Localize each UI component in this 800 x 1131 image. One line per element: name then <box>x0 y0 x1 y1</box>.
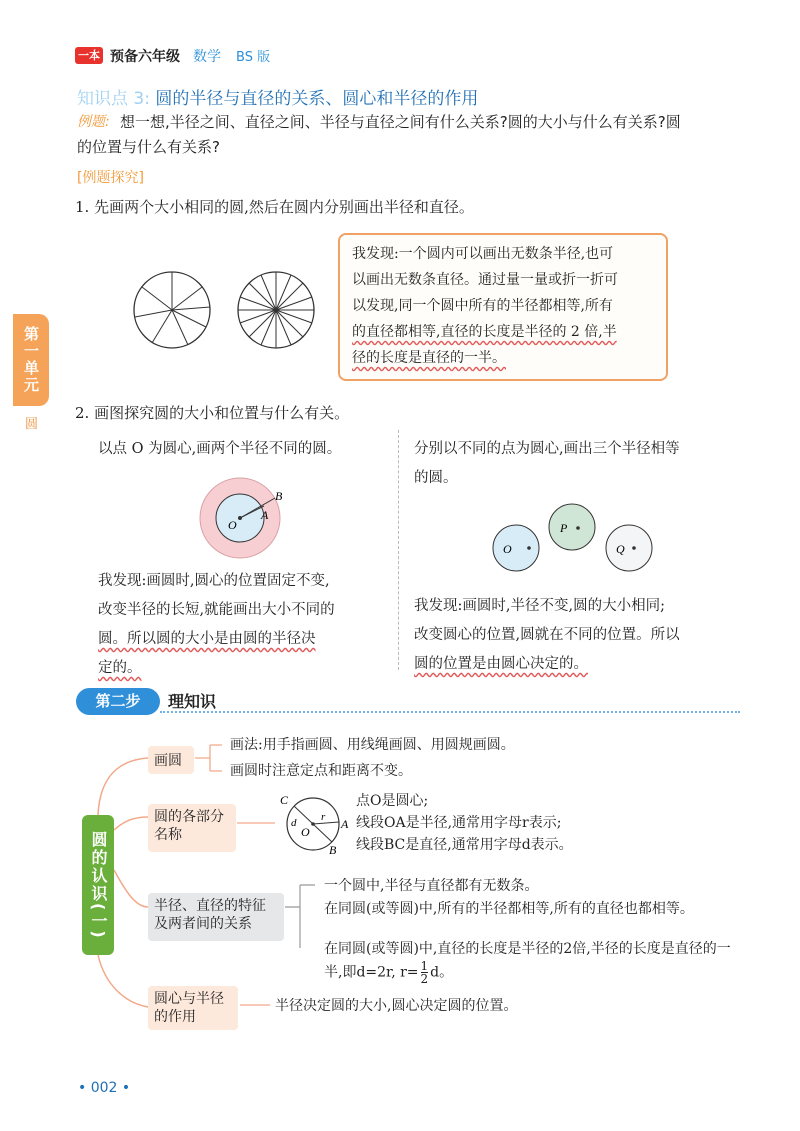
step2-right-findings <box>414 592 754 679</box>
step2-left-intro: 以点 O 为圆心,画两个半径不同的圆。 <box>98 441 342 457</box>
label-a: A <box>261 508 269 522</box>
knowledge-point-marker: 知识点 3: <box>77 89 150 109</box>
two-circles-figure <box>130 265 320 355</box>
header-subject: 数学 <box>193 49 221 65</box>
callout-line: 径的长度是直径的一半。 <box>352 350 506 366</box>
features-item2: 在同圆(或等圆)中,所有的半径都相等,所有的直径也都相等。 <box>324 901 694 917</box>
unit-topic-label: 圆 <box>25 417 39 432</box>
step1-finding-callout <box>338 233 668 381</box>
label-r: r <box>321 811 326 823</box>
callout-line: 我发现:一个圆内可以画出无数条半径,也可 <box>352 246 614 262</box>
circle-parts-diagram <box>277 792 355 857</box>
callout-line: 以发现,同一个圆中所有的半径都相等,所有 <box>352 298 613 314</box>
parts-center-text: 点O是圆心; <box>356 793 429 809</box>
step1-instruction: 1. 先画两个大小相同的圆,然后在圆内分别画出半径和直径。 <box>75 198 474 216</box>
features-item3-main: 在同圆(或等圆)中,直径的长度是半径的2倍,半径的长度是直径的一半,即d=2r, r= <box>324 941 731 981</box>
label-o2: O <box>503 542 512 556</box>
circle-diameters-figure <box>238 272 314 348</box>
left-finding-line: 改变半径的长短,就能画出大小不同的 <box>98 602 335 618</box>
right-intro-line: 分别以不同的点为圆心,画出三个半径相等 <box>414 441 680 457</box>
label-d: d <box>291 817 297 829</box>
three-equal-circles-figure <box>488 500 663 580</box>
features-item1: 一个圆中,半径与直径都有无数条。 <box>324 878 539 894</box>
mindmap-root: 圆的认识(一) <box>82 815 114 955</box>
knowledge-point-text: 圆的半径与直径的关系、圆心和半径的作用 <box>155 89 479 109</box>
page-number: • 002 • <box>78 1080 131 1096</box>
step2-instruction: 2. 画图探究圆的大小和位置与什么有关。 <box>75 404 350 422</box>
step2-right-intro <box>414 435 744 493</box>
header-edition: BS 版 <box>236 50 271 65</box>
mindmap-branch-features: 半径、直径的特征及两者间的关系 <box>148 893 284 941</box>
features-item3-tail: d。 <box>430 964 454 981</box>
features-item3 <box>324 938 738 985</box>
right-intro-line: 的圆。 <box>414 470 458 486</box>
draw-note-text: 画圆时注意定点和距离不变。 <box>230 763 412 779</box>
label-o: O <box>228 518 237 532</box>
circle-radii-figure <box>134 272 210 348</box>
fraction-one-half <box>421 960 429 985</box>
label-o3: O <box>301 825 310 839</box>
example-question-line1: 想一想,半径之间、直径之间、半径与直径之间有什么关系?圆的大小与什么有关系?圆 <box>120 113 681 131</box>
example-question-line2: 的位置与什么有关系? <box>77 138 220 156</box>
parts-diameter-text: 线段BC是直径,通常用字母d表示。 <box>356 837 573 853</box>
left-finding-line: 圆。所以圆的大小是由圆的半径决 <box>98 631 316 647</box>
example-label: 例题: <box>77 114 110 130</box>
label-b2: B <box>329 843 337 857</box>
explore-label: [例题探究] <box>77 170 144 186</box>
callout-line: 以画出无数条直径。通过量一量或折一折可 <box>352 272 618 288</box>
unit-side-tab: 第一单元 <box>13 314 49 406</box>
mindmap-branch-draw: 画圆 <box>148 746 194 774</box>
label-q: Q <box>616 542 625 556</box>
right-finding-line: 圆的位置是由圆心决定的。 <box>414 656 588 672</box>
label-b: B <box>275 489 283 503</box>
knowledge-point-title <box>77 84 478 109</box>
draw-method-text: 画法:用手指画圆、用线绳画圆、用圆规画圆。 <box>230 737 515 753</box>
label-p: P <box>560 521 568 535</box>
concentric-circles-figure <box>195 473 305 563</box>
brand-logo: 一本 <box>75 47 103 64</box>
step-two-divider <box>160 711 740 713</box>
right-finding-line: 改变圆心的位置,圆就在不同的位置。所以 <box>414 627 680 643</box>
step-two-pill: 第二步 <box>76 688 160 715</box>
column-divider <box>398 430 399 670</box>
mindmap-branch-roles: 圆心与半径的作用 <box>148 986 238 1030</box>
fraction-denominator: 2 <box>420 972 429 986</box>
roles-text: 半径决定圆的大小,圆心决定圆的位置。 <box>275 998 518 1014</box>
fraction-numerator: 1 <box>420 959 429 973</box>
step2-left-findings <box>98 567 393 683</box>
label-a2: A <box>341 817 349 831</box>
label-c: C <box>280 793 289 807</box>
left-finding-line: 我发现:画圆时,圆心的位置固定不变, <box>98 573 330 589</box>
parts-radius-text: 线段OA是半径,通常用字母r表示; <box>356 815 562 831</box>
mindmap-branch-parts: 圆的各部分名称 <box>148 804 236 852</box>
callout-line: 的直径都相等,直径的长度是半径的 2 倍,半 <box>352 324 617 340</box>
step-two-title: 理知识 <box>168 692 217 711</box>
right-finding-line: 我发现:画圆时,半径不变,圆的大小相同; <box>414 598 665 614</box>
header-grade: 预备六年级 <box>110 49 180 65</box>
left-finding-line: 定的。 <box>98 660 142 676</box>
